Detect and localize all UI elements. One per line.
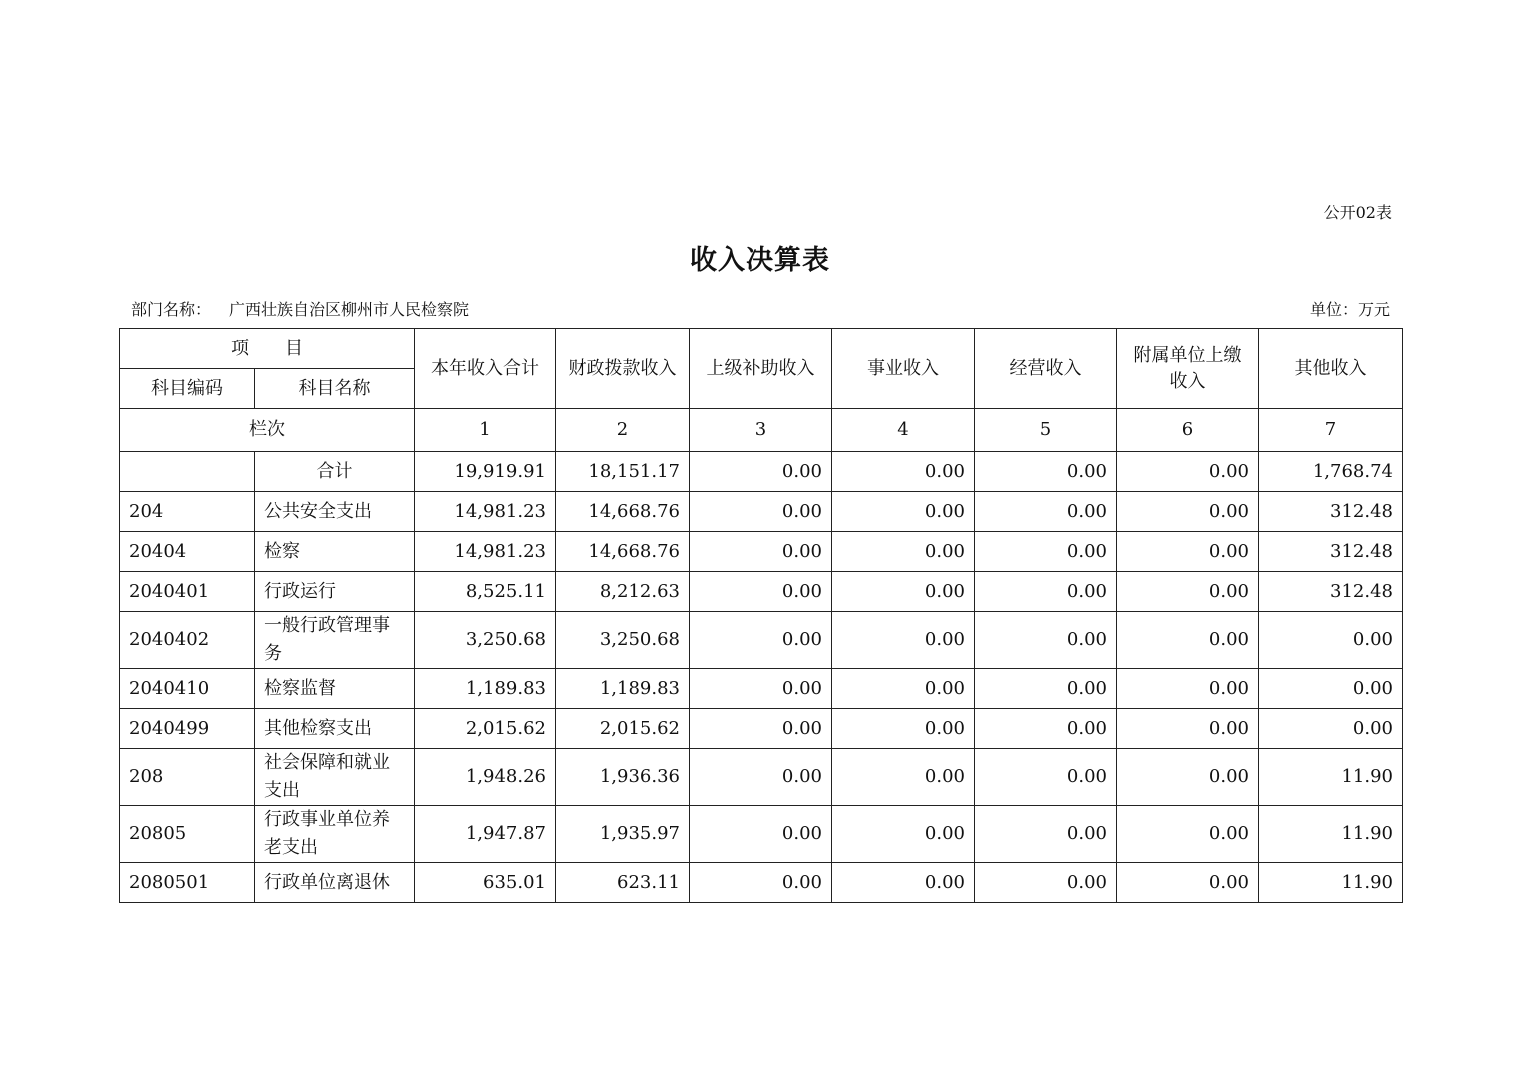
- subject-code: 208: [120, 749, 255, 806]
- amount-cell: 0.00: [832, 492, 975, 532]
- table-row: [120, 749, 1403, 806]
- amount-cell: 2,015.62: [556, 709, 690, 749]
- subject-code: 2040402: [120, 612, 255, 669]
- amount-cell: 0.00: [1117, 749, 1259, 806]
- subject-name: 社会保障和就业支出: [255, 749, 415, 806]
- amount-cell: 0.00: [975, 863, 1117, 903]
- subject-name: 检察: [255, 532, 415, 572]
- index-label: 栏次: [120, 409, 415, 452]
- amount-cell: 0.00: [975, 806, 1117, 863]
- table-row: [120, 612, 1403, 669]
- amount-cell: 14,981.23: [415, 492, 556, 532]
- amount-cell: 0.00: [832, 532, 975, 572]
- header-item: 项 目: [120, 329, 415, 369]
- amount-cell: 0.00: [1117, 492, 1259, 532]
- index-cell: 3: [690, 409, 832, 452]
- amount-cell: 1,189.83: [415, 669, 556, 709]
- index-cell: 5: [975, 409, 1117, 452]
- subject-name: 其他检察支出: [255, 709, 415, 749]
- amount-cell: 1,948.26: [415, 749, 556, 806]
- amount-cell: 0.00: [1117, 806, 1259, 863]
- header-col: 事业收入: [832, 329, 975, 409]
- subject-name: 行政单位离退休: [255, 863, 415, 903]
- amount-cell: 14,668.76: [556, 492, 690, 532]
- table-row: [120, 669, 1403, 709]
- table-row: [120, 452, 1403, 492]
- amount-cell: 0.00: [690, 572, 832, 612]
- amount-cell: 312.48: [1259, 492, 1403, 532]
- form-number: 公开02表: [1323, 203, 1392, 222]
- subject-code: 20404: [120, 532, 255, 572]
- department-name: 广西壮族自治区柳州市人民检察院: [229, 300, 470, 319]
- amount-cell: 0.00: [975, 749, 1117, 806]
- amount-cell: 0.00: [975, 669, 1117, 709]
- amount-cell: 0.00: [690, 532, 832, 572]
- amount-cell: 0.00: [690, 863, 832, 903]
- amount-cell: 3,250.68: [556, 612, 690, 669]
- amount-cell: 11.90: [1259, 806, 1403, 863]
- amount-cell: 14,981.23: [415, 532, 556, 572]
- unit-label: 单位：万元: [1309, 300, 1390, 319]
- subject-name: 公共安全支出: [255, 492, 415, 532]
- index-cell: 6: [1117, 409, 1259, 452]
- index-cell: 2: [556, 409, 690, 452]
- amount-cell: 0.00: [1259, 612, 1403, 669]
- table-row: [120, 572, 1403, 612]
- amount-cell: 0.00: [832, 612, 975, 669]
- amount-cell: 0.00: [832, 572, 975, 612]
- amount-cell: 2,015.62: [415, 709, 556, 749]
- amount-cell: 0.00: [1117, 863, 1259, 903]
- page-title: 收入决算表: [690, 245, 830, 276]
- amount-cell: 8,212.63: [556, 572, 690, 612]
- subject-code: 2080501: [120, 863, 255, 903]
- amount-cell: 1,936.36: [556, 749, 690, 806]
- table-row: [120, 492, 1403, 532]
- index-cell: 7: [1259, 409, 1403, 452]
- table-row: [120, 863, 1403, 903]
- amount-cell: 623.11: [556, 863, 690, 903]
- table-row: [120, 806, 1403, 863]
- amount-cell: 0.00: [832, 806, 975, 863]
- amount-cell: 1,947.87: [415, 806, 556, 863]
- subject-name: 行政事业单位养老支出: [255, 806, 415, 863]
- subject-code: 2040410: [120, 669, 255, 709]
- index-cell: 1: [415, 409, 556, 452]
- subject-code: [120, 452, 255, 492]
- amount-cell: 0.00: [975, 532, 1117, 572]
- amount-cell: 3,250.68: [415, 612, 556, 669]
- amount-cell: 0.00: [975, 492, 1117, 532]
- table-row: [120, 709, 1403, 749]
- amount-cell: 0.00: [1117, 612, 1259, 669]
- subject-code: 2040499: [120, 709, 255, 749]
- amount-cell: 0.00: [1117, 669, 1259, 709]
- amount-cell: 1,935.97: [556, 806, 690, 863]
- amount-cell: 0.00: [1259, 709, 1403, 749]
- amount-cell: 11.90: [1259, 749, 1403, 806]
- amount-cell: 0.00: [832, 863, 975, 903]
- subject-name: 行政运行: [255, 572, 415, 612]
- amount-cell: 0.00: [690, 612, 832, 669]
- table-row: [120, 532, 1403, 572]
- amount-cell: 635.01: [415, 863, 556, 903]
- amount-cell: 0.00: [832, 452, 975, 492]
- amount-cell: 0.00: [975, 612, 1117, 669]
- amount-cell: 0.00: [690, 806, 832, 863]
- amount-cell: 0.00: [975, 709, 1117, 749]
- department-label: 部门名称：: [131, 300, 212, 319]
- amount-cell: 0.00: [1117, 709, 1259, 749]
- header-col: 经营收入: [975, 329, 1117, 409]
- amount-cell: 312.48: [1259, 532, 1403, 572]
- amount-cell: 8,525.11: [415, 572, 556, 612]
- index-cell: 4: [832, 409, 975, 452]
- subject-name: 一般行政管理事务: [255, 612, 415, 669]
- amount-cell: 0.00: [1117, 452, 1259, 492]
- amount-cell: 0.00: [690, 452, 832, 492]
- amount-cell: 0.00: [690, 492, 832, 532]
- header-code: 科目编码: [120, 369, 255, 409]
- amount-cell: 0.00: [832, 709, 975, 749]
- amount-cell: 1,189.83: [556, 669, 690, 709]
- amount-cell: 0.00: [1259, 669, 1403, 709]
- amount-cell: 0.00: [690, 749, 832, 806]
- amount-cell: 0.00: [832, 749, 975, 806]
- amount-cell: 0.00: [690, 669, 832, 709]
- amount-cell: 14,668.76: [556, 532, 690, 572]
- amount-cell: 0.00: [975, 572, 1117, 612]
- header-col: 上级补助收入: [690, 329, 832, 409]
- header-col: 其他收入: [1259, 329, 1403, 409]
- amount-cell: 312.48: [1259, 572, 1403, 612]
- subject-code: 2040401: [120, 572, 255, 612]
- header-col: 财政拨款收入: [556, 329, 690, 409]
- subject-name: 检察监督: [255, 669, 415, 709]
- amount-cell: 0.00: [1117, 572, 1259, 612]
- amount-cell: 0.00: [975, 452, 1117, 492]
- header-col: 附属单位上缴收入: [1117, 329, 1259, 409]
- department-line: [131, 297, 469, 320]
- amount-cell: 0.00: [690, 709, 832, 749]
- subject-name: 合计: [255, 452, 415, 492]
- header-name: 科目名称: [255, 369, 415, 409]
- subject-code: 20805: [120, 806, 255, 863]
- amount-cell: 1,768.74: [1259, 452, 1403, 492]
- amount-cell: 11.90: [1259, 863, 1403, 903]
- amount-cell: 18,151.17: [556, 452, 690, 492]
- subject-code: 204: [120, 492, 255, 532]
- income-table: [119, 328, 1403, 903]
- header-col: 本年收入合计: [415, 329, 556, 409]
- amount-cell: 19,919.91: [415, 452, 556, 492]
- amount-cell: 0.00: [832, 669, 975, 709]
- amount-cell: 0.00: [1117, 532, 1259, 572]
